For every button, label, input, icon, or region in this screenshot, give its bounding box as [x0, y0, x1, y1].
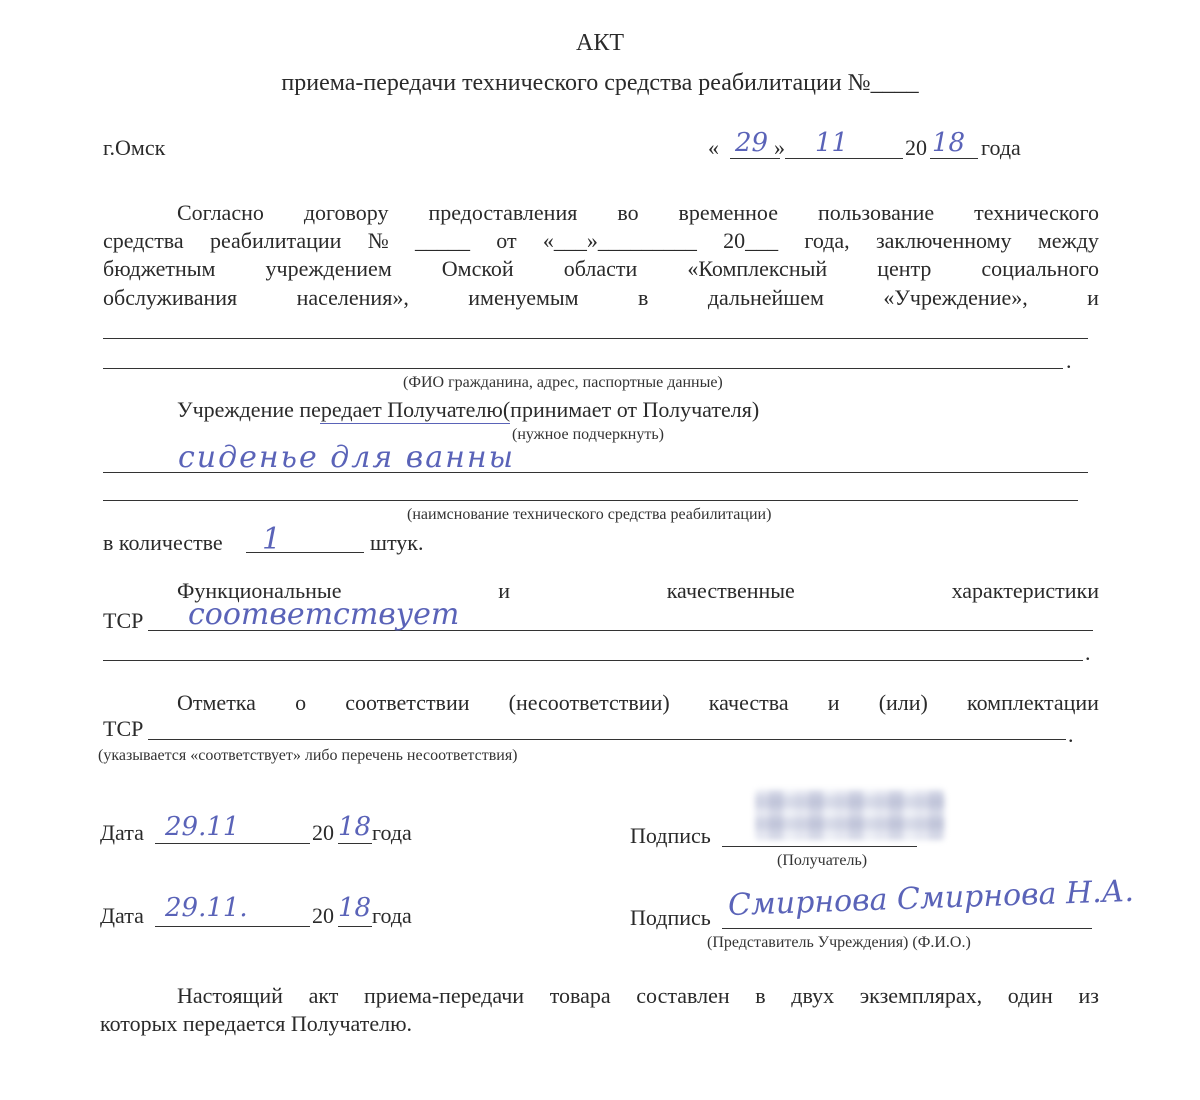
handwritten-signature: Смирнова Смирнова Н.А.: [727, 873, 1135, 923]
date1-word: года: [372, 820, 412, 845]
quote-open: «: [708, 135, 719, 160]
handwritten-year: 18: [932, 128, 966, 158]
blurred-signature: [755, 790, 945, 840]
handwritten-day: 29: [735, 128, 769, 158]
date2-label: Дата: [100, 903, 144, 928]
tsr-label-1: ТСР: [103, 608, 144, 633]
quantity-suffix: штук.: [370, 530, 424, 555]
signature2-caption: (Представитель Учреждения) (Ф.И.О.): [707, 934, 971, 951]
signature2-label: Подпись: [630, 905, 711, 930]
transfer-line: Учреждение передает Получателю(принимает от Получателя): [177, 397, 760, 422]
signature1-label: Подпись: [630, 823, 711, 848]
quantity-prefix: в количестве: [103, 530, 223, 555]
document-subtitle: приема-передачи технического средства реабилитации №____: [281, 70, 919, 96]
device-caption: (наимснование технического средства реабилитации): [407, 506, 772, 523]
date2-year-prefix: 20: [312, 903, 334, 928]
year-word: года: [981, 135, 1021, 160]
final-line2: которых передается Получателю.: [100, 1011, 413, 1036]
handwritten-quantity: 1: [262, 522, 282, 557]
compliance-row: Отметка о соответствии (несоответствии) качества и (или) комплектации: [177, 690, 1099, 715]
compliance-caption: (указывается «соответствует» либо перечень несоответствия): [98, 747, 518, 764]
document-title: АКТ: [576, 30, 624, 56]
handwritten-year1: 18: [338, 812, 372, 842]
handwritten-month: 11: [815, 128, 849, 158]
handwritten-underline: [320, 423, 510, 424]
handwritten-date1: 29.11: [165, 812, 240, 842]
quote-close: »: [774, 135, 785, 160]
handwritten-device: сиденье для ванны: [178, 440, 516, 475]
signature1-caption: (Получатель): [777, 852, 868, 869]
paragraph1-row1: Согласно договору предоставления во временное пользование технического: [177, 200, 1099, 225]
fio-caption: (ФИО гражданина, адрес, паспортные данные): [403, 374, 723, 391]
handwritten-characteristics: соответствует: [188, 597, 460, 632]
handwritten-year2: 18: [338, 893, 372, 923]
tsr-label-2: ТСР: [103, 716, 144, 741]
characteristics-row: Функциональные и качественные характеристики: [177, 578, 1099, 603]
date1-year-prefix: 20: [312, 820, 334, 845]
underline-caption: (нужное подчеркнуть): [512, 426, 664, 443]
paragraph1-row2: средства реабилитации № _____ от «___»_________ 20___ года, заключенному между: [103, 228, 1099, 253]
final-line1: Настоящий акт приема-передачи товара составлен в двух экземплярах, один из: [177, 983, 1099, 1008]
year-prefix: 20: [905, 135, 927, 160]
date1-label: Дата: [100, 820, 144, 845]
paragraph1-row4: обслуживания населения», именуемым в дальнейшем «Учреждение», и: [103, 285, 1099, 310]
date2-word: года: [372, 903, 412, 928]
city: г.Омск: [103, 135, 166, 160]
paragraph1-row3: бюджетным учреждением Омской области «Комплексный центр социального: [103, 256, 1099, 281]
handwritten-date2: 29.11.: [165, 893, 248, 923]
